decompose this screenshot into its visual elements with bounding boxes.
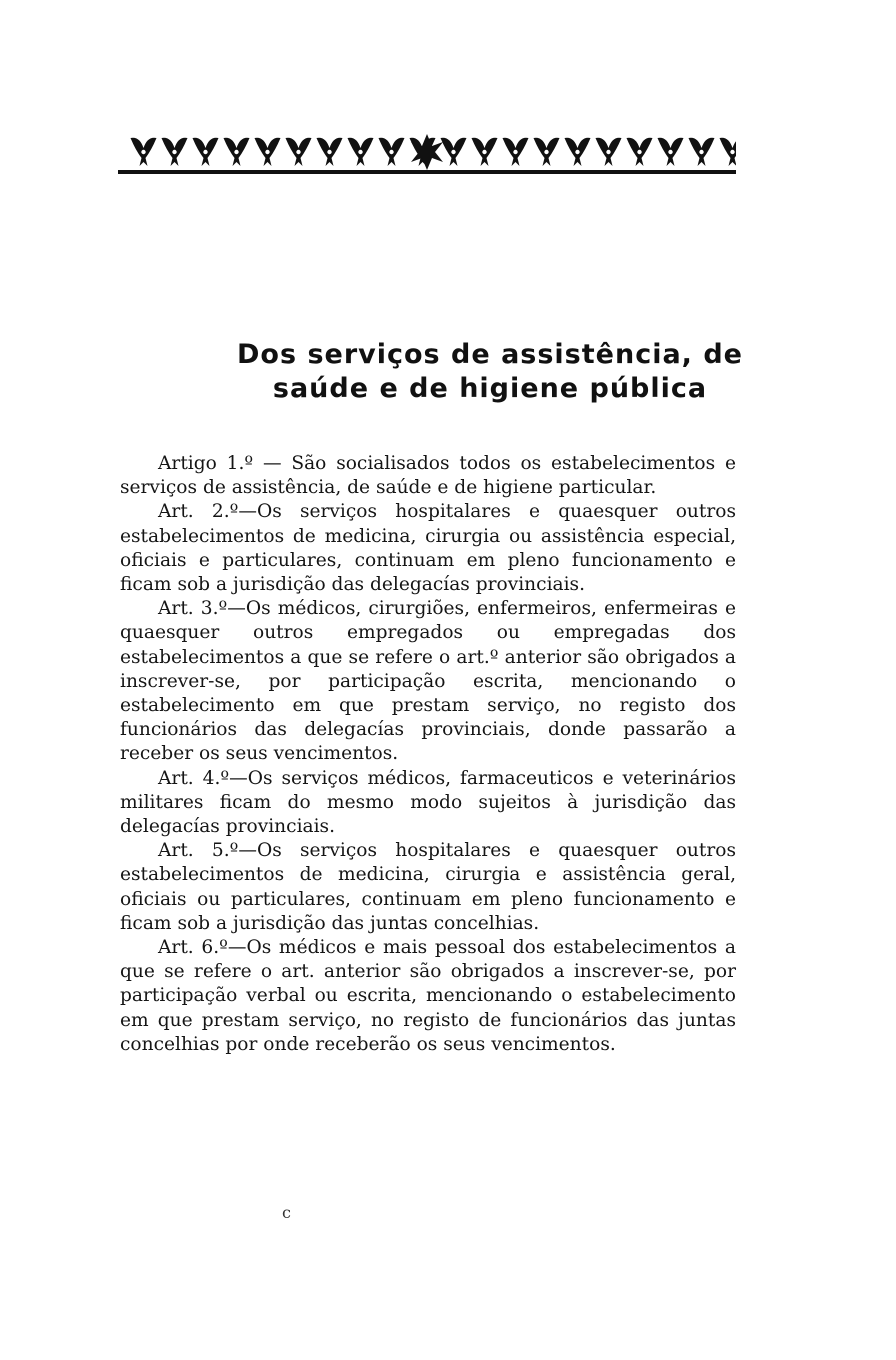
article-4: Art. 4.º—Os serviços médicos, farmaceuticos e veterinários militares ficam do mesmo modo sujeitos à jurisdição das delegacías provinciais. xyxy=(120,767,736,838)
ornament-dot xyxy=(606,150,610,154)
ornament-dot xyxy=(172,150,176,154)
title-line-2: saúde e de higiene pública xyxy=(272,373,708,404)
ornament-dot xyxy=(296,150,300,154)
ornament-dot xyxy=(327,150,331,154)
ornament-dot xyxy=(699,150,703,154)
title-line-1: Dos serviços de assistência, de xyxy=(237,339,743,370)
ornament-dot xyxy=(358,150,362,154)
page-mark: c xyxy=(282,1203,291,1222)
ornament-dot xyxy=(513,150,517,154)
ornament-dot xyxy=(544,150,548,154)
article-3: Art. 3.º—Os médicos, cirurgiões, enfermeiros, enfermeiras e quaesquer outros empregados ou empregadas dos estabelecimentos a que se refere o art.º anterior são obrigados a inscrever-se, por participação escrita, mencionando o estabelecimento em que prestam serviço, no registo dos funcionários das delegacías provinciais, donde passarão a receber os seus vencimentos. xyxy=(120,598,736,765)
article-6: Art. 6.º—Os médicos e mais pessoal dos estabelecimentos a que se refere o art. anterior são obrigados a inscrever-se, por participação verbal ou escrita, mencionando o estabelecimento em que prestam serviço, no registo de funcionários das juntas concelhias por onde receberão os seus vencimentos. xyxy=(120,937,736,1055)
ornament-dot xyxy=(730,150,734,154)
article-5: Art. 5.º—Os serviços hospitalares e quaesquer outros estabelecimentos de medicina, cirurgia e assistência geral, oficiais ou particulares, continuam em pleno funcionamento e ficam sob a jurisdição das juntas concelhias. xyxy=(120,840,736,934)
page-title xyxy=(160,338,820,406)
article-2: Art. 2.º—Os serviços hospitalares e quaesquer outros estabelecimentos de medicina, cirurgia ou assistência especial, oficiais e particulares, continuam em pleno funcionamento e ficam sob a jurisdição das delegacías provinciais. xyxy=(120,501,736,596)
ornament-dot xyxy=(668,150,672,154)
ornament-dot xyxy=(234,150,238,154)
ornament-dot xyxy=(389,150,393,154)
ornament-dot xyxy=(482,150,486,154)
ornament-dot xyxy=(451,150,455,154)
ornament-dot xyxy=(637,150,641,154)
ornament-dot xyxy=(575,150,579,154)
article-1: Artigo 1.º — São socialisados todos os estabelecimentos e serviços de assistência, de saúde e de higiene particular. xyxy=(120,453,736,499)
ornament-dot xyxy=(203,150,207,154)
articles-body xyxy=(120,452,736,1057)
ornament-dot xyxy=(141,150,145,154)
decorative-border-icon xyxy=(118,128,736,178)
ornament-dot xyxy=(265,150,269,154)
